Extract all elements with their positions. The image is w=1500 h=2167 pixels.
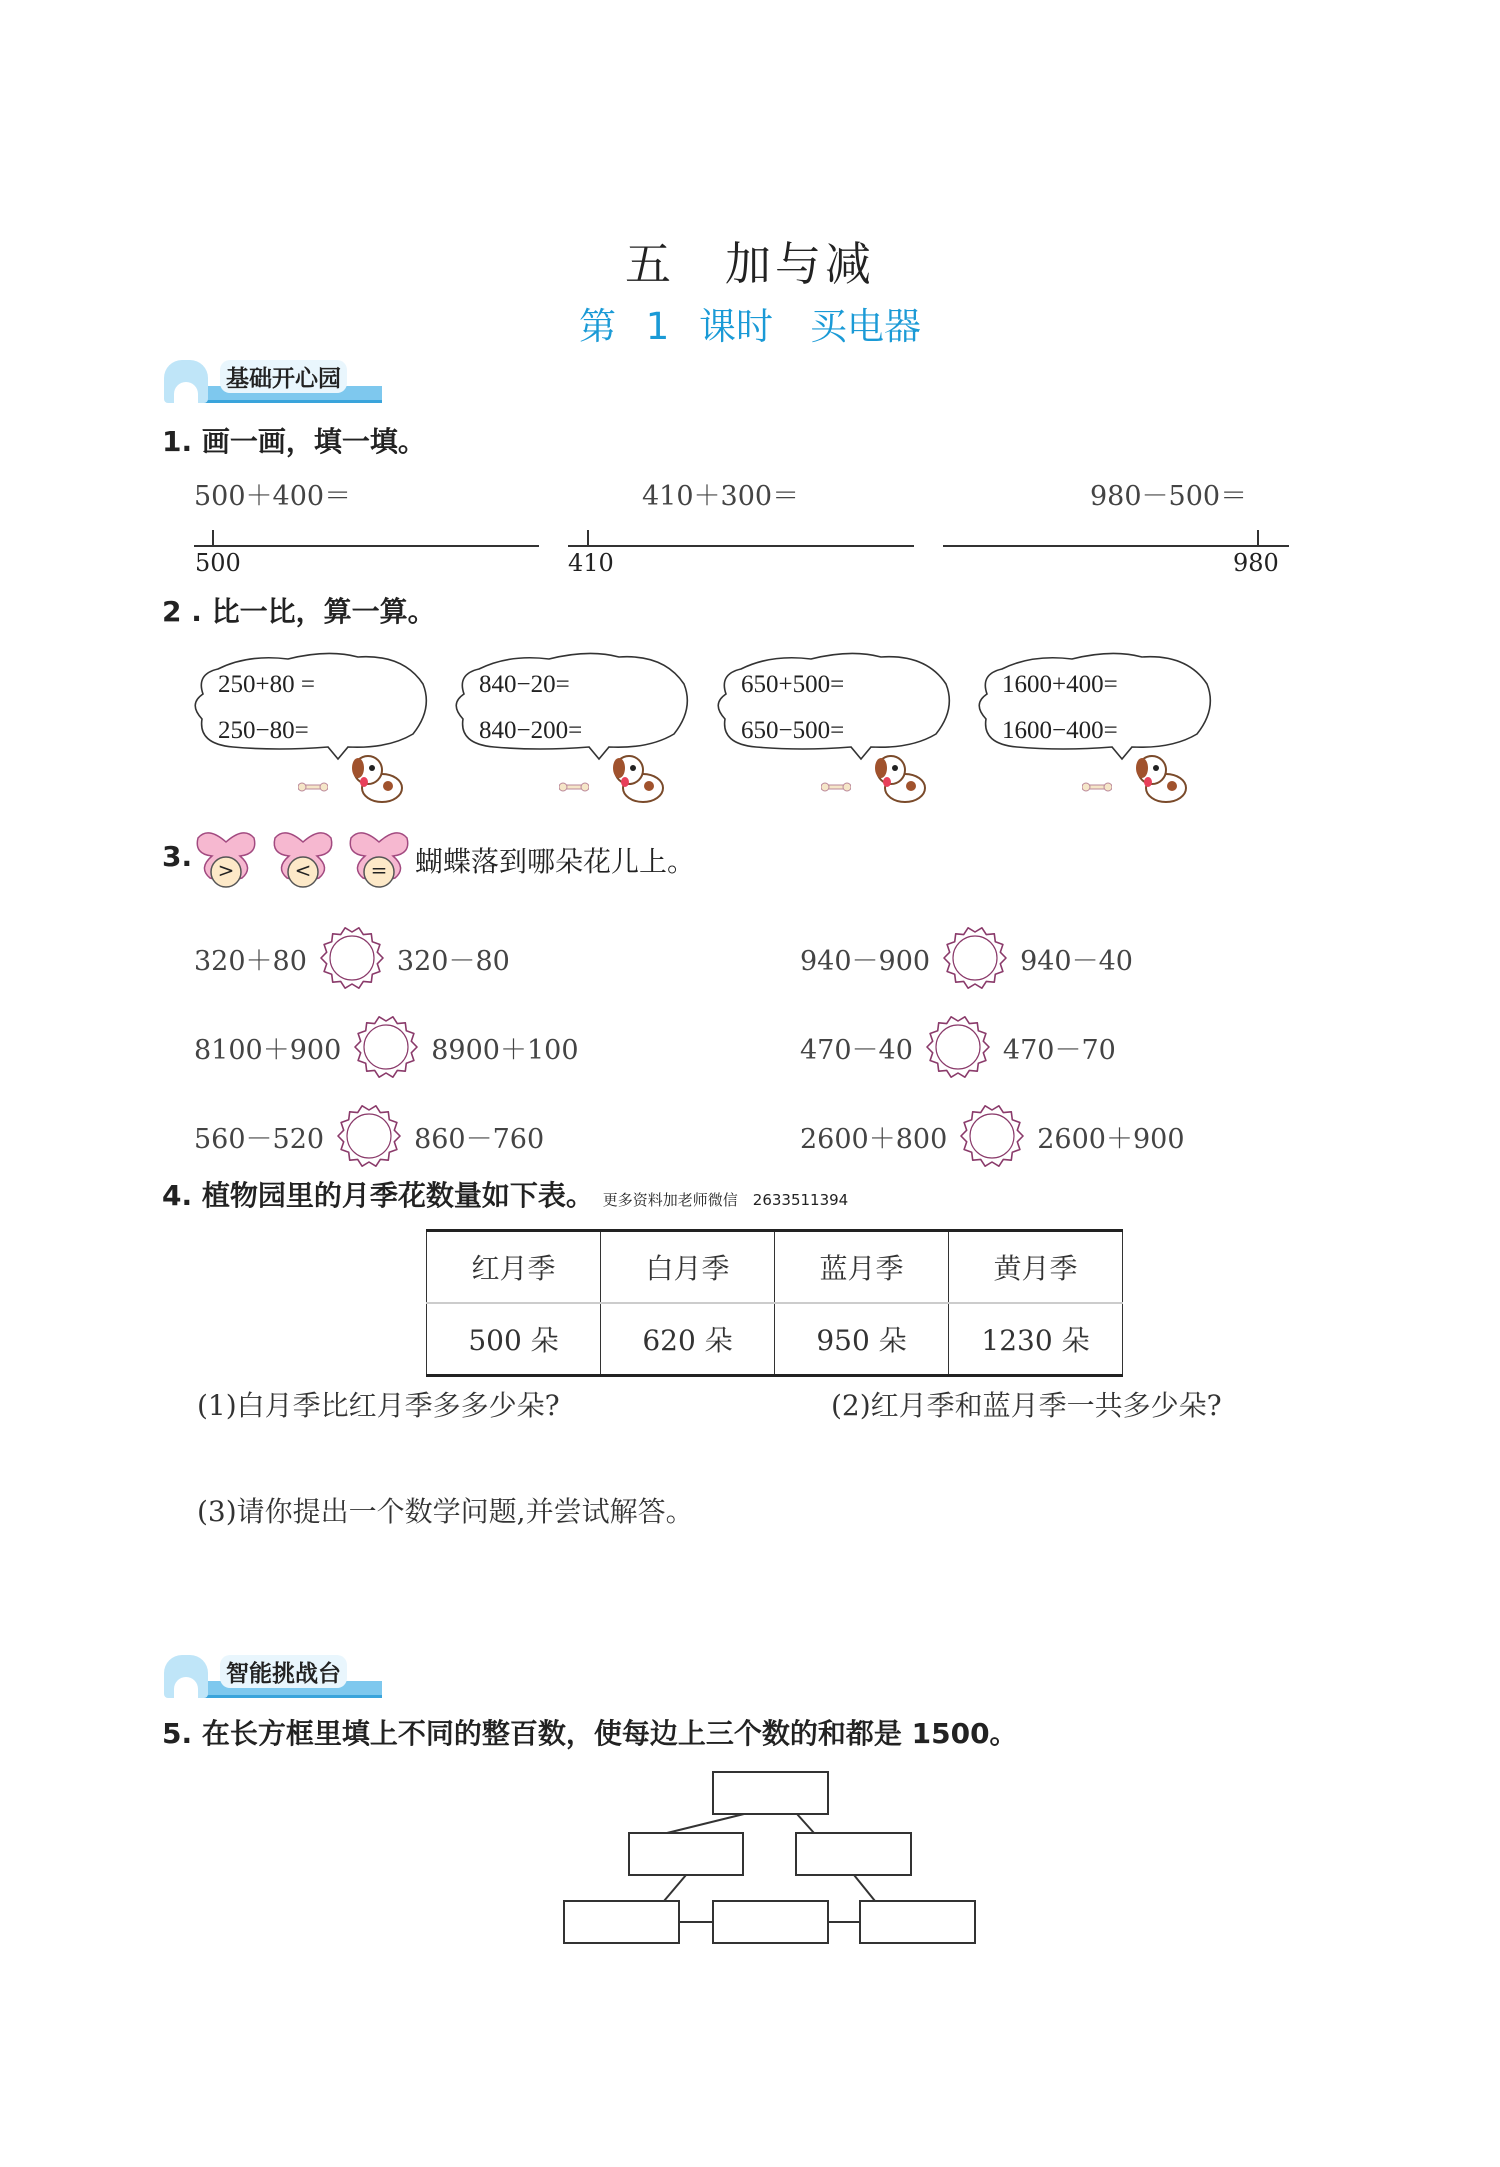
tick-label: 980 (1233, 549, 1279, 577)
cloud-line-1: 650+500= (741, 671, 845, 698)
connector-line (854, 1875, 875, 1901)
q1-equation: 980－500＝ (1090, 481, 1248, 512)
table-cell: 950 朵 (775, 1303, 949, 1376)
question-1-prompt: 1. 画一画，填一填。 (162, 425, 426, 458)
answer-box (796, 1833, 911, 1875)
expr-left: 8100＋900 (194, 1034, 342, 1066)
answer-box (629, 1833, 743, 1875)
answer-box (713, 1901, 828, 1943)
expr-left: 470－40 (800, 1034, 913, 1066)
answer-box (860, 1901, 975, 1943)
tick-label: 500 (195, 549, 241, 577)
cloud-line-2: 840−200= (479, 717, 583, 744)
butterfly-symbol: = (370, 858, 388, 882)
expr-right: 470－70 (1002, 1034, 1116, 1066)
question-3-number: 3. (162, 840, 193, 873)
butterfly-symbol: > (217, 858, 235, 882)
cloud-line-1: 250+80 = (218, 671, 315, 698)
expr-right: 860－760 (414, 1123, 545, 1155)
expr-right: 320－80 (396, 945, 510, 977)
section-label: 基础开心园 (220, 360, 347, 393)
table-cell: 500 朵 (427, 1303, 601, 1376)
expr-right: 2600＋900 (1037, 1123, 1185, 1155)
expr-right: 8900＋100 (431, 1034, 579, 1066)
cloud-line-2: 250−80= (218, 717, 309, 744)
cloud-line-1: 1600+400= (1002, 671, 1118, 698)
tick-label: 410 (568, 549, 614, 577)
expr-left: 560－520 (194, 1123, 325, 1155)
table-header: 蓝月季 (775, 1231, 949, 1304)
table-header: 黄月季 (949, 1231, 1123, 1304)
expr-left: 2600＋800 (800, 1123, 948, 1155)
expr-right: 940－40 (1020, 945, 1133, 977)
table-header: 红月季 (427, 1231, 601, 1304)
table-header: 白月季 (601, 1231, 775, 1304)
q4-text: 4. 植物园里的月季花数量如下表。 (162, 1179, 594, 1212)
cloud-line-1: 840−20= (479, 671, 570, 698)
section-label: 智能挑战台 (220, 1655, 347, 1688)
expr-left: 320＋80 (194, 945, 307, 977)
question-2-prompt: 2 . 比一比，算一算。 (162, 595, 436, 628)
q4-sub-question-1: (1)白月季比红月季多多少朵? (197, 1389, 560, 1422)
cloud-line-2: 650−500= (741, 717, 845, 744)
q1-equation: 410＋300＝ (642, 481, 800, 512)
watermark-note: 更多资料加老师微信 2633511394 (602, 1191, 849, 1209)
q4-sub-question-3: (3)请你提出一个数学问题,并尝试解答。 (197, 1495, 694, 1528)
connector-line (797, 1814, 814, 1833)
table-cell: 1230 朵 (949, 1303, 1123, 1376)
expr-left: 940－900 (800, 945, 931, 977)
question-5-prompt: 5. 在长方框里填上不同的整百数，使每边上三个数的和都是 1500。 (162, 1717, 1018, 1750)
butterfly-symbol: < (294, 858, 312, 882)
lesson-title: 第 1 课时 买电器 (578, 305, 922, 348)
table-cell: 620 朵 (601, 1303, 775, 1376)
cloud-line-2: 1600−400= (1002, 717, 1118, 744)
q4-sub-question-2: (2)红月季和蓝月季一共多少朵? (831, 1389, 1222, 1422)
connector-line (664, 1875, 686, 1901)
unit-title: 五 加与减 (625, 237, 875, 291)
q1-equation: 500＋400＝ (194, 481, 352, 512)
answer-box (564, 1901, 679, 1943)
question-3-prompt: 蝴蝶落到哪朵花儿上。 (415, 845, 696, 878)
answer-box (713, 1772, 828, 1814)
connector-line (667, 1814, 744, 1833)
